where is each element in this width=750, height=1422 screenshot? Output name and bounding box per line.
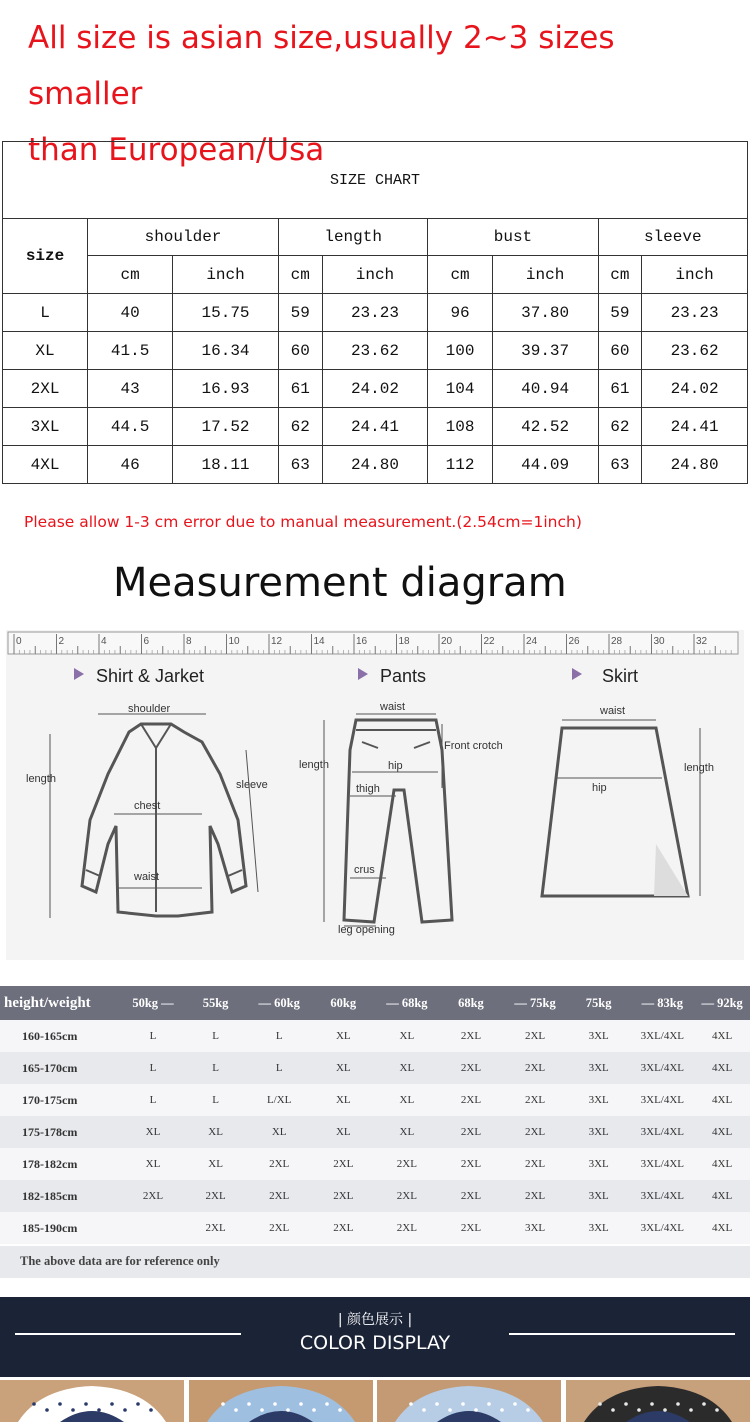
reference-note: The above data are for reference only xyxy=(20,1254,220,1268)
group-header-bust: bust xyxy=(428,219,598,256)
skirt-label-hip: hip xyxy=(592,782,607,794)
collar-pattern-dot xyxy=(110,1402,114,1406)
recommended-size: XL xyxy=(375,1020,439,1052)
size-label: XL xyxy=(3,332,88,370)
ruler-number: 0 xyxy=(16,636,22,647)
size-value-cell: 43 xyxy=(88,370,173,408)
collar-pattern-dot xyxy=(637,1408,641,1412)
recommended-size: XL xyxy=(184,1148,247,1180)
recommended-size: 2XL xyxy=(311,1212,375,1244)
pants-outline xyxy=(344,720,452,922)
size-value-cell: 62 xyxy=(278,408,322,446)
weight-range-header: 55kg xyxy=(184,986,247,1020)
shirt-heading-arrow-icon xyxy=(74,668,84,680)
ruler-number: 12 xyxy=(271,636,283,647)
recommended-size: 2XL xyxy=(375,1148,439,1180)
size-value-cell: 104 xyxy=(428,370,492,408)
collar-pattern-dot xyxy=(247,1402,251,1406)
shirt-outline xyxy=(82,724,246,916)
height-range: 165-170cm xyxy=(0,1052,122,1084)
shirt-collar-thumbnail xyxy=(566,1380,750,1422)
size-value-cell: 41.5 xyxy=(88,332,173,370)
size-value-cell: 24.02 xyxy=(642,370,748,408)
size-label: L xyxy=(3,294,88,332)
size-value-cell: 24.80 xyxy=(322,446,428,484)
size-row xyxy=(3,294,748,332)
recommended-size: 2XL xyxy=(439,1148,504,1180)
height-weight-row xyxy=(0,1116,750,1148)
size-value-cell: 39.37 xyxy=(492,332,598,370)
measurement-diagram xyxy=(6,630,744,960)
pants-label-front-crotch: Front crotch xyxy=(444,740,503,752)
collar-pattern-dot xyxy=(325,1402,329,1406)
recommended-size: 3XL xyxy=(503,1212,567,1244)
shirt-collar xyxy=(141,724,171,912)
size-value-cell: 24.80 xyxy=(642,446,748,484)
color-thumbnail-3[interactable] xyxy=(377,1380,561,1422)
collar-pattern-dot xyxy=(286,1408,290,1412)
height-weight-row xyxy=(0,1084,750,1116)
recommended-size: 2XL xyxy=(503,1116,567,1148)
recommended-size: XL xyxy=(311,1116,375,1148)
group-header-sleeve: sleeve xyxy=(598,219,747,256)
recommended-size: 2XL xyxy=(184,1212,247,1244)
recommended-size: XL xyxy=(122,1148,185,1180)
size-column-header: size xyxy=(3,219,88,294)
recommended-size: L xyxy=(122,1052,185,1084)
color-thumbnail-1[interactable] xyxy=(0,1380,184,1422)
height-range: 170-175cm xyxy=(0,1084,122,1116)
recommended-size: 2XL xyxy=(503,1020,567,1052)
size-value-cell: 62 xyxy=(598,408,642,446)
collar-pattern-dot xyxy=(260,1408,264,1412)
recommended-size: 3XL/4XL xyxy=(630,1020,694,1052)
skirt-heading-arrow-icon xyxy=(572,668,582,680)
collar-pattern-dot xyxy=(136,1402,140,1406)
collar-pattern-dot xyxy=(123,1408,127,1412)
size-value-cell: 15.75 xyxy=(173,294,279,332)
unit-header: inch xyxy=(173,256,279,294)
size-row xyxy=(3,408,748,446)
weight-range-header: 60kg xyxy=(311,986,375,1020)
size-value-cell: 18.11 xyxy=(173,446,279,484)
size-row xyxy=(3,332,748,370)
recommended-size: 2XL xyxy=(375,1180,439,1212)
shirt-label-waist: waist xyxy=(134,871,160,883)
size-value-cell: 60 xyxy=(278,332,322,370)
recommended-size: L xyxy=(247,1020,312,1052)
collar-pattern-dot xyxy=(84,1402,88,1406)
size-value-cell: 24.02 xyxy=(322,370,428,408)
collar-pattern-dot xyxy=(702,1402,706,1406)
size-value-cell: 59 xyxy=(598,294,642,332)
recommended-size: 4XL xyxy=(694,1116,750,1148)
shirt-cuffs xyxy=(82,870,246,892)
ruler-number: 28 xyxy=(611,636,623,647)
recommended-size: 2XL xyxy=(439,1180,504,1212)
ruler-number: 4 xyxy=(101,636,107,647)
collar-pattern-dot xyxy=(299,1402,303,1406)
collar-pattern-dot xyxy=(474,1408,478,1412)
shirt-label-chest: chest xyxy=(134,800,161,812)
pants-label-crus: crus xyxy=(354,864,375,876)
weight-range-header: 75kg xyxy=(567,986,631,1020)
unit-header: cm xyxy=(598,256,642,294)
notice-line-2: than European/Usa xyxy=(28,132,325,168)
pants-heading: Pants xyxy=(380,666,427,686)
collar-pattern-dot xyxy=(500,1408,504,1412)
recommended-size: L xyxy=(122,1020,185,1052)
recommended-size: L xyxy=(184,1020,247,1052)
collar-pattern-dot xyxy=(45,1408,49,1412)
size-value-cell: 37.80 xyxy=(492,294,598,332)
recommended-size: 2XL xyxy=(503,1180,567,1212)
color-display-banner xyxy=(0,1297,750,1377)
collar-pattern-dot xyxy=(650,1402,654,1406)
recommended-size: 2XL xyxy=(247,1148,312,1180)
color-display-chinese-label: | 颜色展示 | xyxy=(337,1312,413,1328)
recommended-size: L xyxy=(122,1084,185,1116)
ruler-number: 6 xyxy=(143,636,150,647)
recommended-size: XL xyxy=(375,1084,439,1116)
height-weight-header-label: height/weight xyxy=(0,986,122,1020)
group-header-shoulder: shoulder xyxy=(88,219,279,256)
size-value-cell: 112 xyxy=(428,446,492,484)
shirt-diagram xyxy=(26,666,268,918)
recommended-size: 2XL xyxy=(247,1212,312,1244)
ruler-number: 20 xyxy=(441,636,453,647)
pants-label-leg-opening: leg opening xyxy=(338,924,395,936)
pants-label-thigh: thigh xyxy=(356,783,380,795)
size-row xyxy=(3,446,748,484)
recommended-size: XL xyxy=(311,1020,375,1052)
recommended-size xyxy=(122,1212,185,1244)
size-value-cell: 108 xyxy=(428,408,492,446)
weight-range-header: — 92kg xyxy=(694,986,750,1020)
recommended-size: L xyxy=(184,1084,247,1116)
collar-pattern-dot xyxy=(611,1408,615,1412)
skirt-label-waist: waist xyxy=(600,705,626,717)
size-label: 2XL xyxy=(3,370,88,408)
height-weight-row xyxy=(0,1212,750,1244)
size-row xyxy=(3,370,748,408)
recommended-size: 3XL xyxy=(567,1020,631,1052)
size-value-cell: 17.52 xyxy=(173,408,279,446)
size-label: 3XL xyxy=(3,408,88,446)
recommended-size: L xyxy=(184,1052,247,1084)
collar-pattern-dot xyxy=(689,1408,693,1412)
collar-pattern-dot xyxy=(338,1408,342,1412)
recommended-size: 2XL xyxy=(311,1148,375,1180)
shirt-collar-thumbnail xyxy=(0,1380,184,1422)
pants-label-waist: waist xyxy=(380,701,406,713)
skirt-diagram xyxy=(542,666,714,896)
size-value-cell: 44.09 xyxy=(492,446,598,484)
pants-diagram xyxy=(299,666,503,936)
recommended-size: 4XL xyxy=(694,1020,750,1052)
unit-header: inch xyxy=(642,256,748,294)
unit-header: cm xyxy=(428,256,492,294)
skirt-label-length: length xyxy=(684,762,714,774)
group-header-length: length xyxy=(278,219,427,256)
color-display-english-label: COLOR DISPLAY xyxy=(299,1332,451,1354)
size-value-cell: 24.41 xyxy=(322,408,428,446)
recommended-size: 2XL xyxy=(184,1180,247,1212)
weight-range-header: — 68kg xyxy=(375,986,439,1020)
height-range: 185-190cm xyxy=(0,1212,122,1244)
shirt-collar-thumbnail xyxy=(189,1380,373,1422)
recommended-size: 2XL xyxy=(375,1212,439,1244)
size-value-cell: 23.62 xyxy=(642,332,748,370)
size-value-cell: 23.23 xyxy=(322,294,428,332)
recommended-size: XL xyxy=(184,1116,247,1148)
recommended-size: XL xyxy=(311,1052,375,1084)
collar-pattern-dot xyxy=(149,1408,153,1412)
size-chart-table xyxy=(2,141,748,484)
measurement-error-note: Please allow 1-3 cm error due to manual measurement.(2.54cm=1inch) xyxy=(24,513,582,531)
shirt-label-sleeve: sleeve xyxy=(236,779,268,791)
weight-range-header: — 75kg xyxy=(503,986,567,1020)
height-weight-row xyxy=(0,1148,750,1180)
height-range: 160-165cm xyxy=(0,1020,122,1052)
height-range: 178-182cm xyxy=(0,1148,122,1180)
unit-header: cm xyxy=(278,256,322,294)
pants-waistband xyxy=(356,730,436,748)
size-value-cell: 40.94 xyxy=(492,370,598,408)
size-value-cell: 61 xyxy=(598,370,642,408)
recommended-size: L/XL xyxy=(247,1084,312,1116)
collar-pattern-dot xyxy=(676,1402,680,1406)
size-value-cell: 96 xyxy=(428,294,492,332)
ruler-number: 30 xyxy=(653,636,665,647)
recommended-size: 2XL xyxy=(439,1084,504,1116)
collar-pattern-dot xyxy=(71,1408,75,1412)
ruler-number: 14 xyxy=(313,636,325,647)
recommended-size: L xyxy=(247,1052,312,1084)
recommended-size: XL xyxy=(311,1084,375,1116)
unit-header: cm xyxy=(88,256,173,294)
collar-pattern-dot xyxy=(487,1402,491,1406)
recommended-size: 2XL xyxy=(247,1180,312,1212)
size-value-cell: 40 xyxy=(88,294,173,332)
ruler xyxy=(8,632,738,654)
measurement-diagram-title: Measurement diagram xyxy=(113,560,567,606)
recommended-size: XL xyxy=(375,1116,439,1148)
height-weight-table xyxy=(0,986,750,1244)
color-thumbnails xyxy=(0,1380,750,1422)
collar-pattern-dot xyxy=(663,1408,667,1412)
recommended-size: 3XL/4XL xyxy=(630,1148,694,1180)
ruler-number: 2 xyxy=(58,636,65,647)
height-range: 175-178cm xyxy=(0,1116,122,1148)
pants-label-length: length xyxy=(299,759,329,771)
recommended-size: 2XL xyxy=(503,1084,567,1116)
size-value-cell: 46 xyxy=(88,446,173,484)
collar-pattern-dot xyxy=(32,1402,36,1406)
collar-pattern-dot xyxy=(448,1408,452,1412)
collar-pattern-dot xyxy=(58,1402,62,1406)
recommended-size: XL xyxy=(122,1116,185,1148)
ruler-number: 8 xyxy=(186,636,192,647)
size-value-cell: 24.41 xyxy=(642,408,748,446)
height-weight-header-row xyxy=(0,986,750,1020)
collar-pattern-dot xyxy=(526,1408,530,1412)
recommended-size: 3XL xyxy=(567,1052,631,1084)
ruler-number: 16 xyxy=(356,636,368,647)
recommended-size: 2XL xyxy=(503,1052,567,1084)
notice-line-1: All size is asian size,usually 2~3 sizes smaller xyxy=(28,20,615,112)
size-label: 4XL xyxy=(3,446,88,484)
size-value-cell: 16.34 xyxy=(173,332,279,370)
recommended-size: 2XL xyxy=(439,1052,504,1084)
height-weight-row xyxy=(0,1180,750,1212)
height-weight-row xyxy=(0,1052,750,1084)
size-value-cell: 59 xyxy=(278,294,322,332)
recommended-size: 3XL xyxy=(567,1084,631,1116)
recommended-size: 4XL xyxy=(694,1180,750,1212)
recommended-size: 3XL/4XL xyxy=(630,1052,694,1084)
shirt-heading: Shirt & Jarket xyxy=(96,666,205,686)
recommended-size: 4XL xyxy=(694,1052,750,1084)
size-value-cell: 60 xyxy=(598,332,642,370)
recommended-size: 3XL/4XL xyxy=(630,1116,694,1148)
collar-pattern-dot xyxy=(422,1408,426,1412)
weight-range-header: — 83kg xyxy=(630,986,694,1020)
color-thumbnail-4[interactable] xyxy=(566,1380,750,1422)
ruler-number: 32 xyxy=(696,636,708,647)
recommended-size: XL xyxy=(375,1052,439,1084)
recommended-size: 3XL/4XL xyxy=(630,1212,694,1244)
unit-header: inch xyxy=(492,256,598,294)
height-range: 182-185cm xyxy=(0,1180,122,1212)
recommended-size: 4XL xyxy=(694,1148,750,1180)
reference-note-bar xyxy=(0,1246,750,1278)
weight-range-header: — 60kg xyxy=(247,986,312,1020)
weight-range-header: 50kg — xyxy=(122,986,185,1020)
size-value-cell: 16.93 xyxy=(173,370,279,408)
collar-pattern-dot xyxy=(513,1402,517,1406)
recommended-size: 3XL xyxy=(567,1212,631,1244)
unit-header: inch xyxy=(322,256,428,294)
size-value-cell: 44.5 xyxy=(88,408,173,446)
recommended-size: 3XL/4XL xyxy=(630,1180,694,1212)
ruler-number: 26 xyxy=(568,636,580,647)
collar-pattern-dot xyxy=(461,1402,465,1406)
collar-pattern-dot xyxy=(97,1408,101,1412)
collar-pattern-dot xyxy=(598,1402,602,1406)
weight-range-header: 68kg xyxy=(439,986,504,1020)
size-value-cell: 61 xyxy=(278,370,322,408)
recommended-size: 3XL xyxy=(567,1180,631,1212)
ruler-number: 22 xyxy=(483,636,495,647)
recommended-size: 2XL xyxy=(439,1116,504,1148)
size-chart-title: SIZE CHART xyxy=(3,142,748,219)
collar-pattern-dot xyxy=(409,1402,413,1406)
shirt-label-shoulder: shoulder xyxy=(128,703,171,715)
recommended-size: 4XL xyxy=(694,1212,750,1244)
recommended-size: 3XL/4XL xyxy=(630,1084,694,1116)
collar-pattern-dot xyxy=(312,1408,316,1412)
recommended-size: 2XL xyxy=(439,1020,504,1052)
collar-pattern-dot xyxy=(624,1402,628,1406)
skirt-heading: Skirt xyxy=(602,666,638,686)
collar-pattern-dot xyxy=(234,1408,238,1412)
recommended-size: 4XL xyxy=(694,1084,750,1116)
pants-heading-arrow-icon xyxy=(358,668,368,680)
recommended-size: 3XL xyxy=(567,1148,631,1180)
pants-label-hip: hip xyxy=(388,760,403,772)
shirt-label-length: length xyxy=(26,773,56,785)
recommended-size: 2XL xyxy=(439,1212,504,1244)
color-thumbnail-2[interactable] xyxy=(189,1380,373,1422)
ruler-number: 24 xyxy=(526,636,538,647)
collar-pattern-dot xyxy=(273,1402,277,1406)
recommended-size: 2XL xyxy=(122,1180,185,1212)
ruler-number: 10 xyxy=(228,636,240,647)
recommended-size: XL xyxy=(247,1116,312,1148)
size-value-cell: 23.62 xyxy=(322,332,428,370)
size-value-cell: 23.23 xyxy=(642,294,748,332)
collar-pattern-dot xyxy=(715,1408,719,1412)
size-value-cell: 100 xyxy=(428,332,492,370)
height-weight-row xyxy=(0,1020,750,1052)
size-value-cell: 42.52 xyxy=(492,408,598,446)
size-value-cell: 63 xyxy=(598,446,642,484)
collar-pattern-dot xyxy=(435,1402,439,1406)
shirt-collar-thumbnail xyxy=(377,1380,561,1422)
size-value-cell: 63 xyxy=(278,446,322,484)
ruler-number: 18 xyxy=(398,636,410,647)
recommended-size: 2XL xyxy=(503,1148,567,1180)
recommended-size: 2XL xyxy=(311,1180,375,1212)
collar-pattern-dot xyxy=(221,1402,225,1406)
recommended-size: 3XL xyxy=(567,1116,631,1148)
